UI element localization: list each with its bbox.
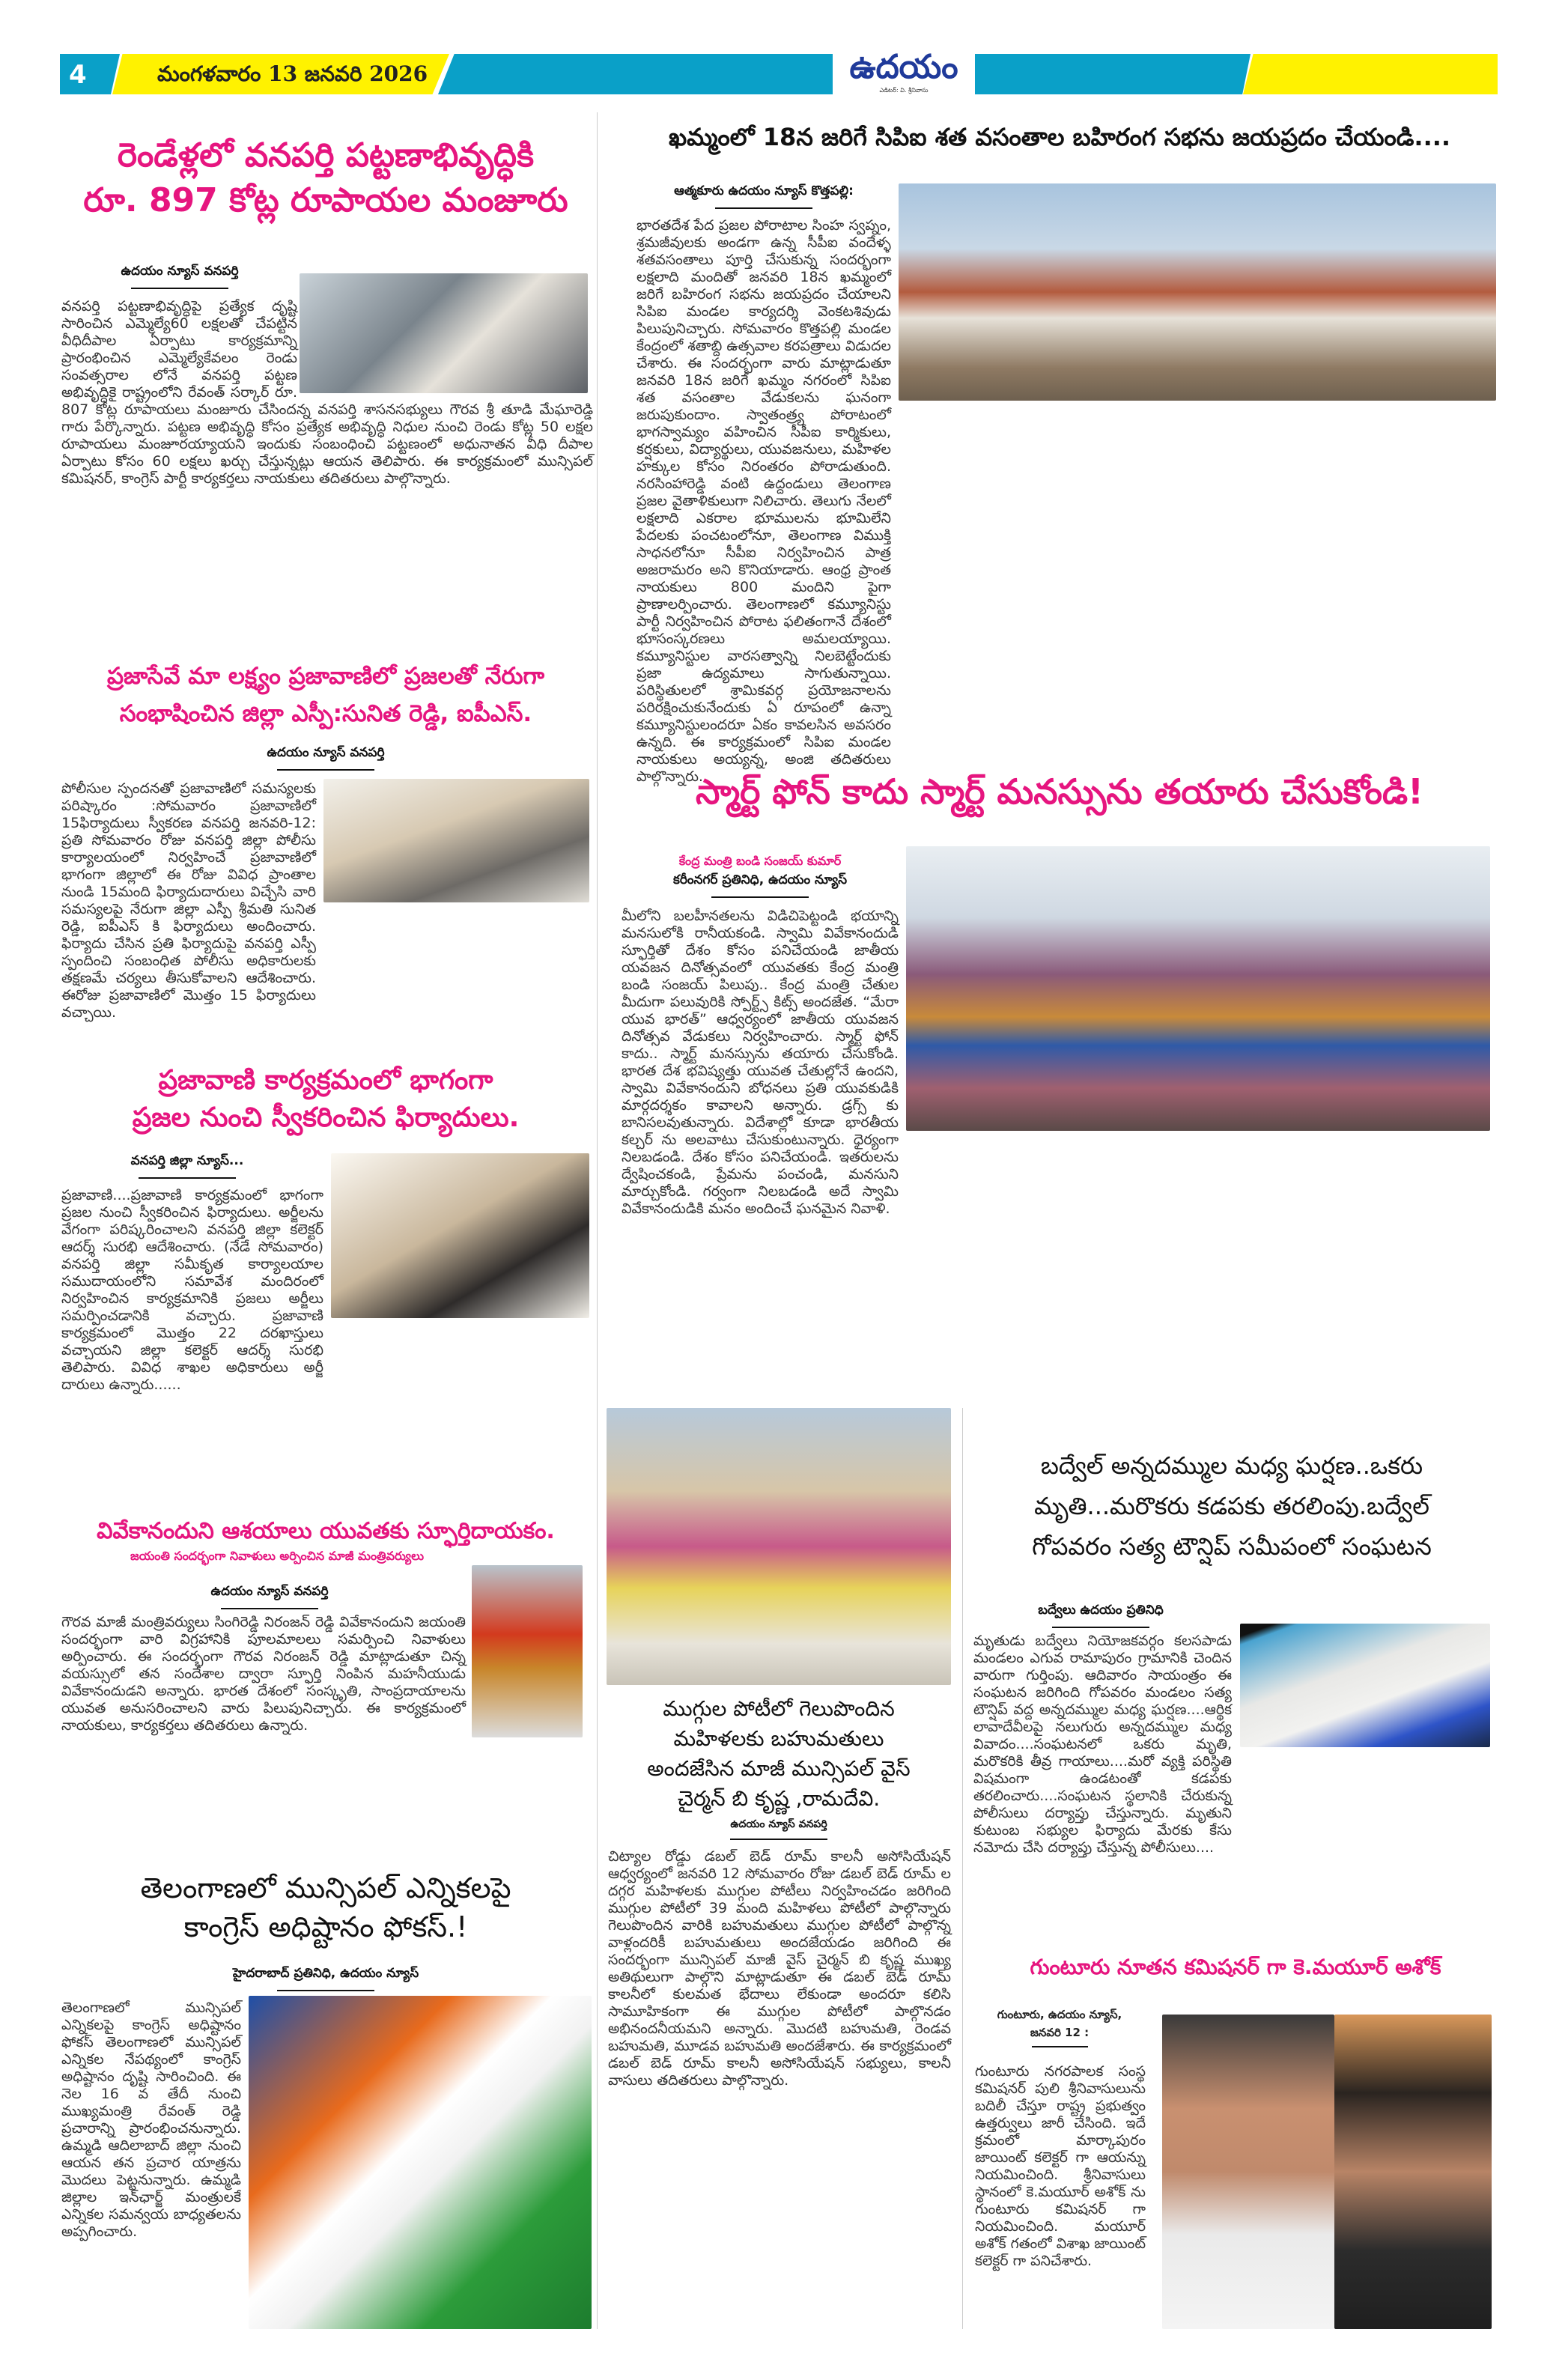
headline-line: రెండేళ్లలో వనపర్తి పట్టణాభివృద్ధికి xyxy=(117,136,535,174)
headline-wanaparthy xyxy=(60,133,592,223)
headline-line: రూ. 897 కోట్ల రూపాయల మంజూరు xyxy=(83,181,568,219)
headline-line: ముగ్గుల పోటీలో గెలుపొందిన xyxy=(663,1696,895,1721)
subheadline-vivekananda: జయంతి సందర్భంగా నివాళులు అర్పించిన మాజీ మంత్రివర్యులు xyxy=(130,1549,424,1563)
logo xyxy=(833,48,975,100)
photo-wrap-spacer xyxy=(297,298,593,395)
article-body: తెలంగాణలో మున్సిపల్ ఎన్నికలపై కాంగ్రెస్ అధిష్టానం ఫోకస్ తెలంగాణలో మున్సిపల్ ఎన్నికల నేపథ్యంలో కాంగ్రెస్ అధిష్టానం దృష్టి సారించింది. ఈ నెల 16 వ తేదీ నుంచి ముఖ్యమంత్రి రేవంత్ రెడ్డి ప్రచారాన్ని ప్రారంభించనున్నారు. ఉమ్మడి ఆదిలాబాద్ జిల్లా నుంచి ఆయన తన ప్రచార యాత్రను మొదలు పెట్టనున్నారు. ఉమ్మడి జిల్లాల ఇన్‌ఛార్జ్ మంత్రులకే ఎన్నికల సమన్వయ బాధ్యతలను అప్పగించారు. xyxy=(61,2000,241,2240)
byline: ఉదయం న్యూస్ వనపర్తి xyxy=(607,1818,951,1840)
headline-line: మృతి...మరొకరు కడపకు తరలింపు.బద్వేల్ xyxy=(1034,1492,1429,1520)
photo-collector-meeting xyxy=(331,1153,589,1318)
article-body-col2 xyxy=(899,408,1191,756)
byline-line: గుంటూరు, ఉదయం న్యూస్, xyxy=(997,2008,1122,2021)
header-date: మంగళవారం 13 జనవరి 2026 xyxy=(157,61,428,86)
headline-line: ప్రజాసేవే మా లక్ష్యం ప్రజావాణిలో ప్రజలతో నేరుగా xyxy=(106,663,545,690)
photo-congress-flag xyxy=(249,1996,592,2329)
headline-line: సంభాషించిన జిల్లా ఎస్పీ:సునిత రెడ్డి, ఐపీఎస్. xyxy=(119,700,532,727)
column-divider xyxy=(962,1408,963,2329)
headline-muggulu xyxy=(599,1694,958,1814)
photo-cpi-pamphlet-release xyxy=(899,183,1496,401)
photo-muggulu-competition xyxy=(607,1408,951,1685)
headline-vivekananda: వివేకానందుని ఆశయాలు యువతకు స్ఫూర్తిదాయకం. xyxy=(97,1518,555,1544)
byline: హైదరాబాద్ ప్రతినిధి, ఉదయం న్యూస్ xyxy=(60,1966,592,1991)
photo-new-commissioner xyxy=(1334,2015,1492,2329)
byline-rule xyxy=(1032,2046,1088,2047)
logo-text: ఉదయం xyxy=(849,48,958,86)
byline-highlight: కేంద్ర మంత్రి బండి సంజయ్ కుమార్ xyxy=(678,854,842,868)
headline-guntur: గుంటూరు నూతన కమిషనర్ గా కె.మయూర్ అశోక్ xyxy=(1030,1955,1441,1979)
byline-line: జనవరి 12 : xyxy=(1030,2026,1090,2039)
byline: ఆత్మకూరు ఉదయం న్యూస్ కొత్తపల్లి: xyxy=(636,183,891,209)
headline-line: తెలంగాణలో మున్సిపల్ ఎన్నికలపై xyxy=(140,1871,511,1904)
photo-youth-day-event xyxy=(906,846,1490,1131)
article-body-col3 xyxy=(1198,408,1494,756)
headline-line: బద్వేల్ అన్నదమ్ముల మధ్య ఘర్షణ..ఒకరు xyxy=(1040,1451,1423,1480)
headline-line: ప్రజల నుంచి స్వీకరించిన ఫిర్యాదులు. xyxy=(132,1102,520,1133)
header-right-yellow-band xyxy=(1243,54,1498,94)
article-body: పోలీసుల స్పందనతో ప్రజావాణిలో సమస్యలకు పరిష్కారం :సోమవారం ప్రజావాణిలో 15ఫిర్యాదులు స్వీకరణ వనపర్తి జనవరి-12: ప్రతి సోమవారం రోజు వనపర్తి జిల్లా పోలీసు కార్యాలయంలో నిర్వహించే ప్రజావాణిలో భాగంగా జిల్లాలో ఈ రోజు వివిధ ప్రాంతాల నుండి 15మంది ఫిర్యాదుదారులు విచ్చేసి వారి సమస్యలపై నేరుగా జిల్లా ఎస్పీ శ్రీమతి సునిత రెడ్డి, ఐపీఎస్ కి ఫిర్యాదులు అందించారు. ఫిర్యాదు చేసిన ప్రతి ఫిర్యాదుపై వనపర్తి ఎస్పీ స్పందించి సంబంధిత పోలీసు అధికారులకు తక్షణమే చర్యలు తీసుకోవాలని ఆదేశించారు. ఈరోజు ప్రజావాణిలో మొత్తం 15 ఫిర్యాదులు వచ్చాయి. xyxy=(61,780,316,1021)
headline-smartphone: స్మార్ట్ ఫోన్ కాదు స్మార్ట్ మనస్సును తయారు చేసుకోండి! xyxy=(695,771,1424,812)
byline xyxy=(973,2006,1146,2047)
byline: వనపర్తి జిల్లా న్యూస్... xyxy=(60,1153,314,1179)
headline-badvel xyxy=(966,1445,1498,1567)
headline-line: ప్రజావాణి కార్యక్రమంలో భాగంగా xyxy=(158,1065,493,1096)
headline-line: మహిళలకు బహుమతులు xyxy=(673,1726,884,1751)
article-body: భారతదేశ పేద ప్రజల పోరాటాల సింహ స్వప్నం, శ్రమజీవులకు అండగా ఉన్న సీపీఐ వందేళ్ళ శతవసంతాలు పూర్తి చేసుకున్న సందర్భంగా లక్షలాది మందితో జనవరి 18న ఖమ్మంలో జరిగే బహిరంగ సభను జయప్రదం చేయాలని సిపిఐ మండల కార్యదర్శి వెంకటశివుడు పిలుపునిచ్చారు. సోమవారం కొత్తపల్లి మండల కేంద్రంలో శతాబ్ది ఉత్సవాల కరపత్రాలు విడుదల చేశారు. ఈ సందర్భంగా వారు మాట్లాడుతూ జనవరి 18న జరిగే ఖమ్మం నగరంలో సిపిఐ శత వసంతాల వేడుకలను ఘనంగా జరుపుకుందాం. స్వాతంత్ర్య పోరాటంలో భాగస్వామ్యం వహించిన సీపీఐ కార్మికులు, కర్షకులు, విద్యార్థులు, యువజనులు, మహిళల హక్కుల కోసం నిరంతరం పోరాడుతుంది. నరసింహారెడ్డి వంటి ఉద్దండులు తెలంగాణ ప్రజల వైతాళికులుగా నిలిచారు. తెలుగు నేలలో లక్షలాది ఎకరాల భూములను భూమిలేని పేదలకు పంచటంలోనూ, తెలంగాణ విముక్తి సాధనలోనూ సీపీఐ నిర్వహించిన పాత్ర అజరామరం అని కొనియాడారు. ఆంధ్ర ప్రాంత నాయకులు 800 మందిని పైగా ప్రాణాలర్పించారు. తెలంగాణలో కమ్యూనిస్టు పార్టీ నిర్వహించిన పోరాట ఫలితంగానే దేశంలో భూసంస్కరణలు అమలయ్యాయి. కమ్యూనిస్టుల వారసత్వాన్ని నిలబెట్టేందుకు ప్రజా ఉద్యమాలు సాగుతున్నాయి. పరిస్థితులలో శ్రామికవర్గ ప్రయోజనాలను పరిరక్షించుకునేందుకు ఏ రూపంలో ఉన్నా కమ్యూనిస్టులందరూ ఏకం కావలసిన అవసరం ఉన్నది. ఈ కార్యక్రమంలో సిపిఐ మండల నాయకులు అయ్యన్న, అంజి తదితరులు పాల్గొన్నారు. xyxy=(636,217,891,785)
headline-collector-prajavani xyxy=(60,1062,592,1137)
headline-line: చైర్మన్ బి కృష్ణ ,రామదేవి. xyxy=(677,1786,881,1811)
byline: ఉదయం న్యూస్ వనపర్తి xyxy=(60,264,300,289)
headline-khammam: ఖమ్మంలో 18న జరిగే సిపిఐ శత వసంతాల బహిరంగ సభను జయప్రదం చేయండి.... xyxy=(668,123,1451,151)
photo-injured-man xyxy=(1240,1624,1490,1747)
photo-outgoing-commissioner xyxy=(1162,2015,1334,2329)
headline-line: గోపవరం సత్య టౌన్షిప్ సమీపంలో సంఘటన xyxy=(1032,1532,1432,1561)
headline-sp-prajavani xyxy=(60,658,592,732)
article-body: మృతుడు బద్వేలు నియోజకవర్గం కలసపాడు మండలం ఎగువ రామాపురం గ్రామానికి చెందిన వారుగా గుర్తింపు. ఆదివారం సాయంత్రం ఈ సంఘటన జరిగింది గోపవరం మండలం సత్య టౌన్షిప్ వద్ద అన్నదమ్ముల మధ్య ఘర్షణ....ఆర్థిక లావాదేవీలపై నలుగురు అన్నదమ్ముల మధ్య వివాదం....సంఘటనలో ఒకరు మృతి, మరొకరికి తీవ్ర గాయాలు....మరో వ్యక్తి పరిస్థితి విషమంగా ఉండటంతో కడపకు తరలించారు....సంఘటన స్థలానికి చేరుకున్న పోలీసులు దర్యాప్తు చేస్తున్నారు. మృతుని కుటుంబ సభ్యుల ఫిర్యాదు మేరకు కేసు నమోదు చేసి దర్యాప్తు చేస్తున్న పోలీసులు.... xyxy=(973,1633,1232,1856)
headline-congress xyxy=(60,1868,592,1946)
article-body: మీలోని బలహీనతలను విడిచిపెట్టండి భయాన్ని మనసులోకి రానీయకండి. స్వామి వివేకానందుడి స్ఫూర్తితో దేశం కోసం పనిచేయండి జాతీయ యవజన దినోత్సవంలో యువతకు కేంద్ర మంత్రి బండి సంజయ్ పిలుపు.. కేంద్ర మంత్రి చేతుల మీదుగా పలువురికి స్పోర్ట్స్ కిట్స్ అందజేత. “మేరా యువ భారత్” ఆధ్వర్యంలో జాతీయ యువజన దినోత్సవ వేడుకలు నిర్వహించారు. స్మార్ట్ ఫోన్ కాదు.. స్మార్ట్ మనస్సును తయారు చేసుకోండి. భారత దేశ భవిష్యత్తు యువత చేతుల్లోనే ఉందని, స్వామి వివేకానందుని బోధనలు ప్రతి యువకుడికి మార్గదర్శకం కావాలని అన్నారు. డ్రగ్స్ కు బానిసలవుతున్నారు. విదేశాల్లో కూడా భారతీయ కల్చర్ ను అలవాటు చేసుకుంటున్నారు. ధైర్యంగా నిలబడండి. దేశం కోసం పనిచేయండి. ఇతరులను ద్వేషించకండి, ప్రేమను పంచండి, మనసుని మార్చుకోండి. గర్వంగా నిలబడండి అదే స్వామి వివేకానందుడికి మనం అందించే ఘనమైన నివాళి. xyxy=(622,908,899,1217)
photo-vivekananda-statue xyxy=(472,1565,583,1737)
byline: ఉదయం న్యూస్ వనపర్తి xyxy=(60,745,592,771)
column-divider xyxy=(597,112,598,2329)
logo-tagline: ఎడిటర్: వి. శ్రీనివాసు xyxy=(879,87,929,94)
article-body: చిట్యాల రోడ్డు డబల్ బెడ్ రూమ్ కాలనీ అసోసియేషన్ ఆధ్వర్యంలో జనవరి 12 సోమవారం రోజు డబల్ బెడ్ రూమ్ ల దగ్గర మహిళలకు ముగ్గుల పోటీలు నిర్వహించడం జరిగింది ముగ్గుల పోటీలో 39 మంది మహిళలు పోటీలో పాల్గొన్నారు గెలుపొందిన వారికి బహుమతులు ముగ్గుల పోటీలో పాల్గొన్న వాళ్లందరికీ బహుమతులు అందజేయడం జరిగింది ఈ సందర్భంగా మున్సిపల్ మాజీ వైస్ చైర్మన్ బి కృష్ణ ముఖ్య అతిథులుగా పాల్గొని మాట్లాడుతూ ఈ డబల్ బెడ్ రూమ్ కాలనీలో కులమత భేదాలు లేకుండా అందరూ కలిసి సామూహికంగా ఈ ముగ్గుల పోటీలో పాల్గొనడం అభినందనీయమని అన్నారు. మొదటి బహుమతి, రెండవ బహుమతి, మూడవ బహుమతి అందజేశారు. ఈ కార్యక్రమంలో డబల్ బెడ్ రూమ్ కాలనీ అసోసియేషన్ సభ్యులు, కాలనీ వాసులు తదితరులు పాల్గొన్నారు. xyxy=(608,1848,951,2089)
page-number: 4 xyxy=(69,60,87,90)
article-body: వనపర్తి పట్టణాభివృద్ధిపై ప్రత్యేక దృష్టి సారించిన ఎమ్మెల్యే60 లక్షలతో చేపట్టిన వీధిదీపాల ఏర్పాటు కార్యక్రమాన్ని ప్రారంభించిన ఎమ్మెల్యేకేవలం రెండు సంవత్సరాల లోనే వనపర్తి పట్టణ అభివృద్ధికై రాష్ట్రంలోని రేవంత్ సర్కార్ రూ. 807 కోట్ల రూపాయలు మంజూరు చేసిందన్న వనపర్తి శాసనసభ్యులు గౌరవ శ్రీ తూడి మేఘారెడ్డి గారు పేర్కొన్నారు. పట్టణ అభివృద్ధి కోసం ప్రత్యేక అభివృద్ధి నిధుల నుంచి రెండు కోట్ల 50 లక్షల రూపాయలు మంజూరయ్యాయని ఇందుకు సంబంధించి పట్టణంలో అధునాతన వీధి దీపాల ఏర్పాటు కోసం 60 లక్షలు ఖర్చు చేస్తున్నట్లు ఆయన తెలిపారు. ఈ కార్యక్రమంలో మున్సిపల్ కమిషనర్, కాంగ్రెస్ పార్టీ కార్యకర్తలు నాయకులు తదితరులు పాల్గొన్నారు. xyxy=(61,298,593,487)
byline: ఉదయం న్యూస్ వనపర్తి xyxy=(60,1584,479,1609)
article-body: ప్రజావాణి....ప్రజావాణి కార్యక్రమంలో భాగంగా ప్రజల నుంచి స్వీకరించిన ఫిర్యాదులు. అర్జీలను వేగంగా పరిష్కరించాలని వనపర్తి జిల్లా కలెక్టర్ ఆదర్శ్ సురభి ఆదేశించారు. (నేడే సోమవారం) వనపర్తి జిల్లా సమీకృత కార్యాలయాల సముదాయంలోని సమావేశ మందిరంలో నిర్వహించిన కార్యక్రమానికి ప్రజలు అర్జీలు సమర్పించడానికి వచ్చారు. ప్రజావాణి కార్యక్రమంలో మొత్తం 22 దరఖాస్తులు వచ్చాయని జిల్లా కలెక్టర్ ఆదర్శ్ సురభి తెలిపారు. వివిధ శాఖల అధికారులు అర్జీ దారులు ఉన్నారు...... xyxy=(61,1187,323,1393)
byline: కరీంనగర్ ప్రతినిధి, ఉదయం న్యూస్ xyxy=(622,872,899,898)
photo-sp-meeting xyxy=(323,779,589,902)
byline: బద్వేలు ఉదయం ప్రతినిధి xyxy=(973,1603,1228,1628)
headline-line: కాంగ్రెస్ అధిష్టానం ఫోకస్.! xyxy=(183,1910,468,1943)
article-body: గుంటూరు నగరపాలక సంస్థ కమిషనర్ పులి శ్రీనివాసులును బదిలీ చేస్తూ రాష్ట్ర ప్రభుత్వం ఉత్తర్వులు జారీ చేసింది. ఇదే క్రమంలో మార్కాపురం జాయింట్ కలెక్టర్ గా ఆయన్ను నియమించింది. శ్రీనివాసులు స్థానంలో కె.మయూర్ అశోక్ ను గుంటూరు కమిషనర్ గా నియమించింది. మయూర్ అశోక్ గతంలో విశాఖ జాయింట్ కలెక్టర్ గా పనిచేశారు. xyxy=(975,2063,1146,2269)
headline-line: అందజేసిన మాజీ మున్సిపల్ వైస్ xyxy=(647,1756,911,1781)
article-body: గౌరవ మాజీ మంత్రివర్యులు సింగిరెడ్డి నిరంజన్ రెడ్డి వివేకానందుని జయంతి సందర్భంగా వారి విగ్రహానికి పూలమాలలు సమర్పించి నివాళులు అర్పించారు. ఈ సందర్భంగా గౌరవ నిరంజన్ రెడ్డి మాట్లాడుతూ చిన్న వయస్సులో తన సందేశాల ద్వారా స్ఫూర్తి నింపిన మహనీయుడు వివేకానందుడని అన్నారు. భారత దేశంలో సంస్కృతి, సాంప్రదాయాలను యువత అనుసరించాలని వారు పిలుపునిచ్చారు. ఈ కార్యక్రమంలో నాయకులు, కార్యకర్తలు తదితరులు ఉన్నారు. xyxy=(61,1614,466,1734)
